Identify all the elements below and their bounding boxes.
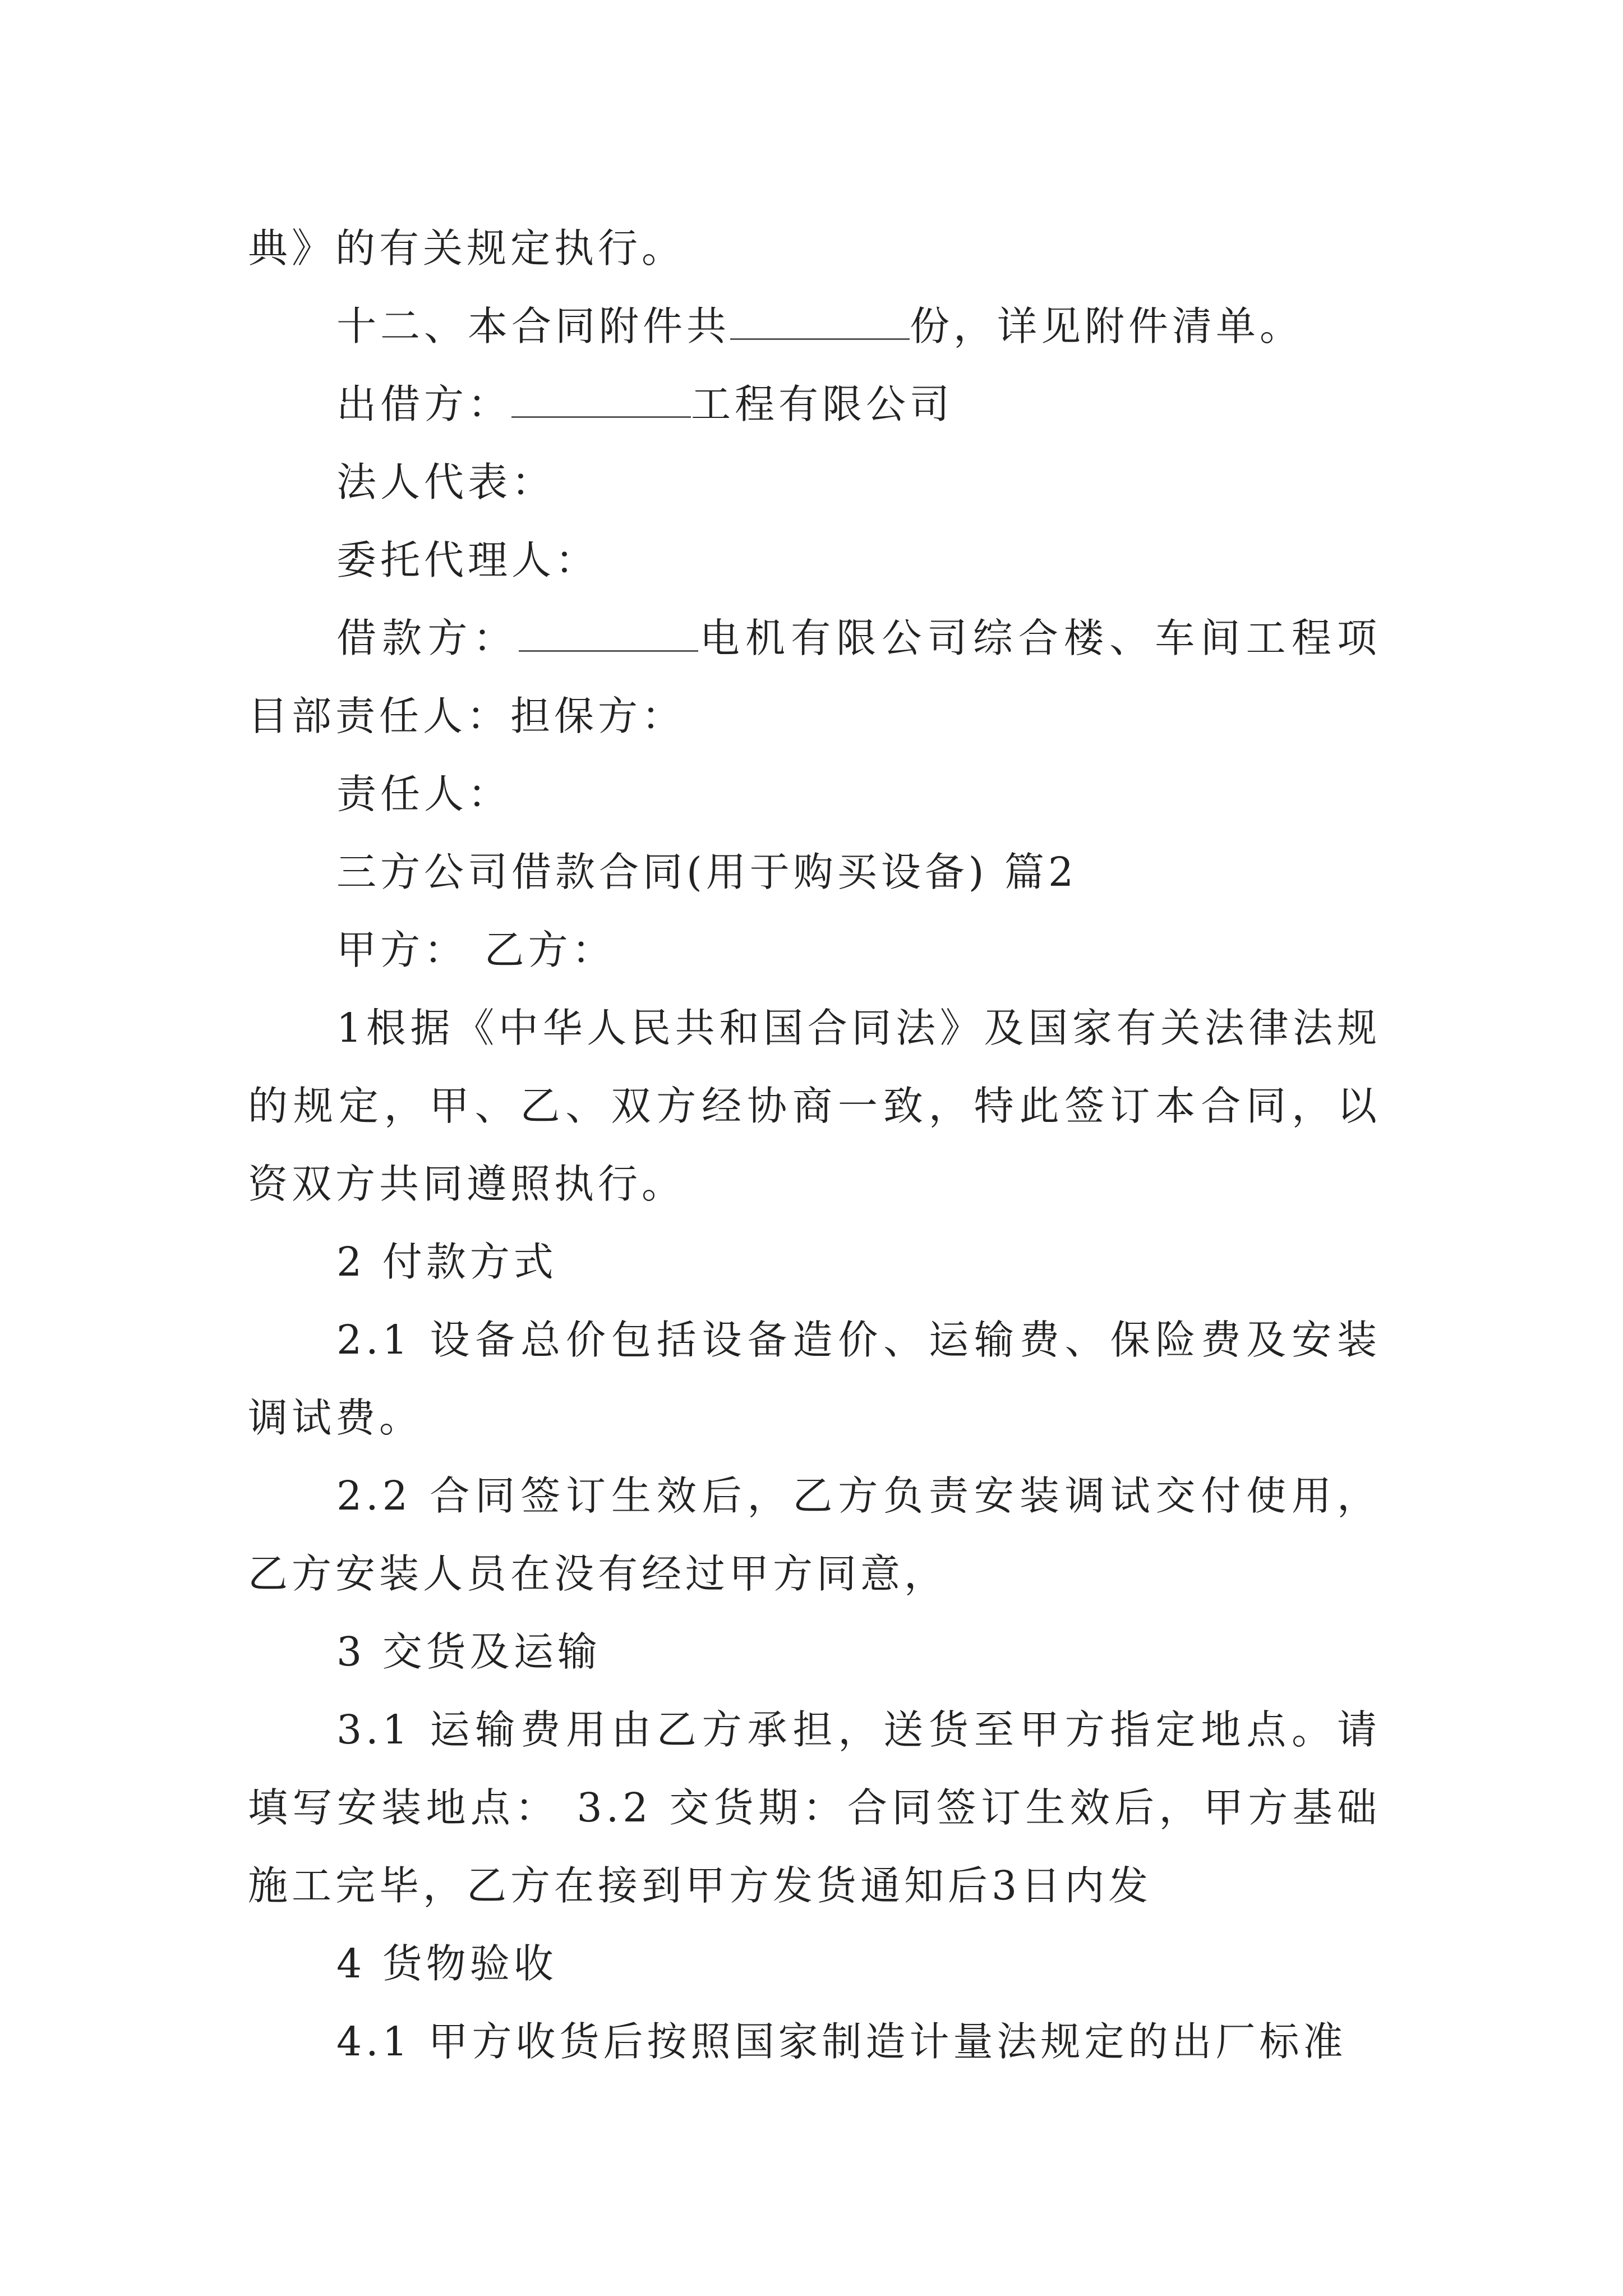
attachments-count-blank (730, 305, 910, 340)
paragraph-clause-2-heading: 2 付款方式 (336, 1239, 557, 1285)
paragraph-responsible-person: 责任人： (336, 771, 512, 817)
paragraph-authorized-agent: 委托代理人： (336, 537, 600, 583)
paragraph-clause-4-heading: 4 货物验收 (336, 1940, 557, 1987)
paragraph-section-title: 三方公司借款合同(用于购买设备) 篇2 (336, 849, 1078, 895)
paragraph-clause-1: 1根据《中华人民共和国合同法》及国家有关法律法规的规定，甲、乙、双方经协商一致，特此签订本合同，以资双方共同遵照执行。 (248, 1005, 1381, 1207)
paragraph-borrower (248, 599, 1381, 755)
paragraph-clause-2-2: 2.2 合同签订生效后，乙方负责安装调试交付使用，乙方安装人员在没有经过甲方同意， (248, 1473, 1381, 1597)
paragraph-clause-4-1: 4.1 甲方收货后按照国家制造计量法规定的出厂标准 (336, 2018, 1347, 2065)
paragraph-attachments (248, 287, 1381, 365)
paragraph-legal-representative: 法人代表： (336, 459, 556, 505)
paragraph-clause-2-1: 2.1 设备总价包括设备造价、运输费、保险费及安装调试费。 (248, 1317, 1381, 1441)
borrower-company: 电机有限公司综合楼、车间工程项目部责任人：担保方： (248, 615, 1381, 739)
lender-label: 出借方： (336, 381, 512, 427)
attachments-suffix: 份，详见附件清单。 (910, 303, 1304, 349)
borrower-label: 借款方： (336, 615, 519, 661)
lender-company: 工程有限公司 (691, 381, 954, 427)
borrower-name-blank (519, 616, 698, 652)
attachments-label: 十二、本合同附件共 (336, 303, 731, 349)
document-body (248, 209, 1381, 2081)
paragraph-clause-3-1: 3.1 运输费用由乙方承担，送货至甲方指定地点。请填写安装地点： 3.2 交货期：合同签订生效后，甲方基础施工完毕，乙方在接到甲方发货通知后3日内发 (248, 1706, 1381, 1909)
lender-name-blank (511, 383, 691, 418)
paragraph-clause-3-heading: 3 交货及运输 (336, 1628, 601, 1675)
paragraph-law-reference: 典》的有关规定执行。 (248, 225, 686, 272)
paragraph-lender (248, 365, 1381, 443)
paragraph-parties: 甲方： 乙方： (336, 927, 616, 973)
